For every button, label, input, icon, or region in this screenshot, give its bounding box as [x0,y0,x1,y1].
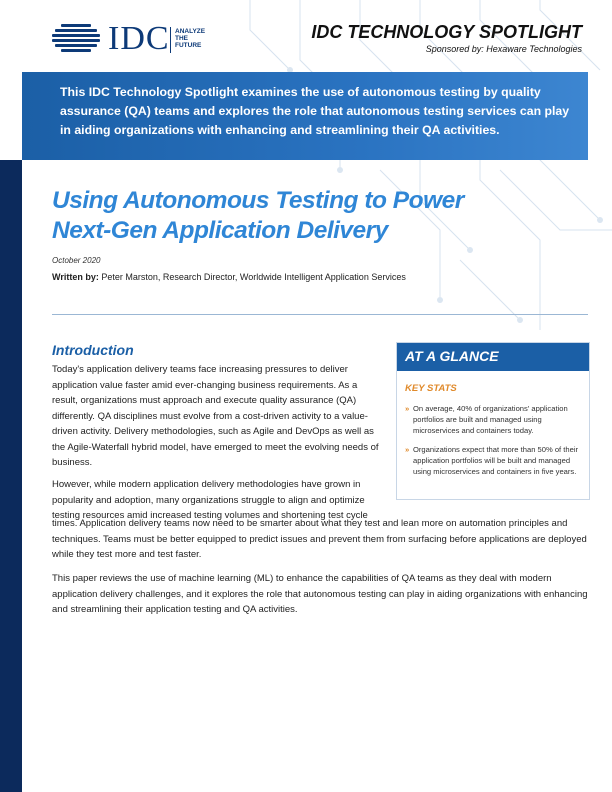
sponsor-line: Sponsored by: Hexaware Technologies [425,44,582,54]
logo-tagline-line: THE [175,35,188,42]
intro-heading: Introduction [52,342,134,358]
intro-paragraph: However, while modern application delivery methodologies have grown in popularity and adoption, many organizations struggle to align and optimize testing resources amid increased testing volumes and shortening test cycle [52,479,368,521]
publication-date: October 2020 [52,256,101,265]
page-title-line: Using Autonomous Testing to Power [52,187,464,214]
author-name: Peter Marston, Research Director, Worldwide Intelligent Application Services [101,272,406,282]
logo-tagline [175,28,205,49]
left-accent-bar [0,160,22,792]
glance-header [397,343,589,371]
idc-logo [52,22,232,58]
summary-banner [22,72,588,160]
divider [52,314,588,315]
chevron-right-icon: » [405,445,410,454]
logo-wordmark: IDC [108,20,170,57]
page-title [52,186,572,246]
spotlight-title: IDC TECHNOLOGY SPOTLIGHT [311,22,582,42]
at-a-glance-box [396,342,590,500]
page-title-line: Next-Gen Application Delivery [52,217,388,244]
intro-paragraph: This paper reviews the use of machine learning (ML) to enhance the capabilities of QA teams as they deal with modern application delivery challenges, and it explores the role that autonomous testing can play in aiding organizations with enhancing and streamlining their application testing and QA activities. [52,573,588,615]
logo-globe-icon [52,24,100,56]
key-stat-text: On average, 40% of organizations' application portfolios are built and managed using microservices and containers today. [413,404,568,435]
key-stat-text: Organizations expect that more than 50% of their application portfolios will be built and managed using microservices and containers in five years. [413,445,579,476]
glance-title: AT A GLANCE [405,348,499,364]
logo-tagline-line: ANALYZE [175,28,206,35]
logo-divider [170,27,171,53]
key-stat-item [405,403,585,436]
logo-tagline-line: FUTURE [175,42,202,49]
key-stat-item [405,444,585,477]
author-label: Written by: [52,272,99,282]
author-line [52,272,406,282]
chevron-right-icon: » [405,404,410,413]
key-stats-heading: KEY STATS [405,383,457,394]
intro-paragraph: Today's application delivery teams face increasing pressures to deliver application value faster amid ever-changing business requirements. As a result, organizations must approach and execute quality assurance (QA) differently. QA disciplines must evolve from a cost-driven activity to a value-driven activity. Delivery methodologies, such as Agile and DevOps as well as the Agile-Waterfall hybrid model, have emerged to meet the evolving needs of business. [52,364,379,468]
banner-text: This IDC Technology Spotlight examines the use of autonomous testing by quality assurance (QA) teams and explores the role that autonomous testing services can play in aiding organizations with enhancing and streamlining their QA activities. [60,85,570,137]
intro-paragraph: times. Application delivery teams now need to be smarter about what they test and lean more on automation principles and techniques. Teams must be better equipped to predict issues and prevent them from surfacing before applications are deployed while they test more and test faster. [52,518,587,560]
